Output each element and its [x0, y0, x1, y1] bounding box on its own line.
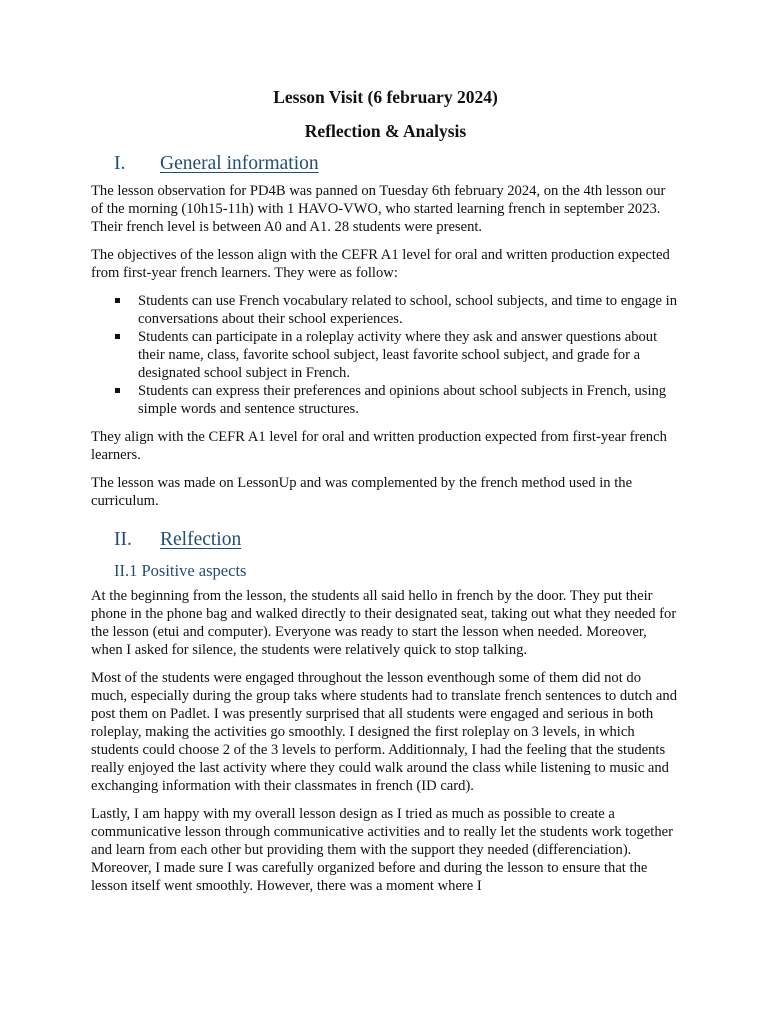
subsection-title: Positive aspects — [141, 561, 247, 580]
section-heading-general — [91, 152, 680, 176]
document-subtitle: Reflection & Analysis — [304, 121, 467, 141]
section-number: I. — [114, 153, 126, 174]
square-bullet-icon — [115, 388, 120, 393]
paragraph: Lastly, I am happy with my overall lesson design as I tried as much as possible to create a communicative lesson through communicative activities and to really let the students work together and learn from each other but providing them with the support they needed (differenciation). Moreover, I made sure I was carefully organized before and during the lesson to ensure that the lesson itself went smoothly. However, there was a moment where I — [91, 806, 673, 894]
subsection-heading-positive-aspects — [91, 561, 680, 581]
subsection-number: II.1 — [114, 561, 138, 580]
paragraph: At the beginning from the lesson, the students all said hello in french by the door. They put their phone in the phone bag and walked directly to their designated seat, taking out what they needed for the lesson (etui and computer). Everyone was ready to start the lesson when needed. Moreover, when I asked for silence, the students were relatively quick to stop talking. — [91, 588, 677, 658]
paragraph: They align with the CEFR A1 level for oral and written production expected from first-year french learners. — [91, 429, 667, 463]
objectives-list — [91, 292, 680, 418]
paragraph: The objectives of the lesson align with the CEFR A1 level for oral and written production expected from first-year french learners. They were as follow: — [91, 247, 670, 281]
square-bullet-icon — [115, 298, 120, 303]
list-item — [91, 328, 680, 382]
document-title: Lesson Visit (6 february 2024) — [273, 87, 498, 107]
list-item-text: Students can use French vocabulary related to school, school subjects, and time to engage in conversations about their school experiences. — [138, 293, 678, 327]
section-title: Relfection — [160, 529, 242, 550]
paragraph: The lesson was made on LessonUp and was complemented by the french method used in the curriculum. — [91, 475, 633, 509]
list-item — [91, 382, 680, 418]
section-heading-reflection — [91, 528, 680, 552]
list-item — [91, 292, 680, 328]
paragraph: The lesson observation for PD4B was panned on Tuesday 6th february 2024, on the 4th lesson our of the morning (10h15-11h) with 1 HAVO-VWO, who started learning french in september 2023. Their french level is between A0 and A1. 28 students were present. — [91, 183, 666, 235]
list-item-text: Students can express their preferences and opinions about school subjects in French, using simple words and sentence structures. — [138, 383, 667, 417]
section-title: General information — [160, 153, 319, 174]
list-item-text: Students can participate in a roleplay activity where they ask and answer questions about their name, class, favorite school subject, least favorite school subject, and grade for a designated school subject in French. — [138, 329, 658, 381]
paragraph: Most of the students were engaged throughout the lesson eventhough some of them did not do much, especially during the group taks where students had to translate french sentences to dutch and post them on Padlet. I was presently surprised that all students were engaged and serious in both roleplay, making the activities go smoothly. I designed the first roleplay on 3 levels, in which students could choose 2 of the 3 levels to perform. Additionnaly, I had the feeling that the students really enjoyed the last activity where they could walk around the class while listening to music and exchanging information with their classmates in french (ID card). — [91, 670, 678, 794]
square-bullet-icon — [115, 334, 120, 339]
section-number: II. — [114, 529, 132, 550]
